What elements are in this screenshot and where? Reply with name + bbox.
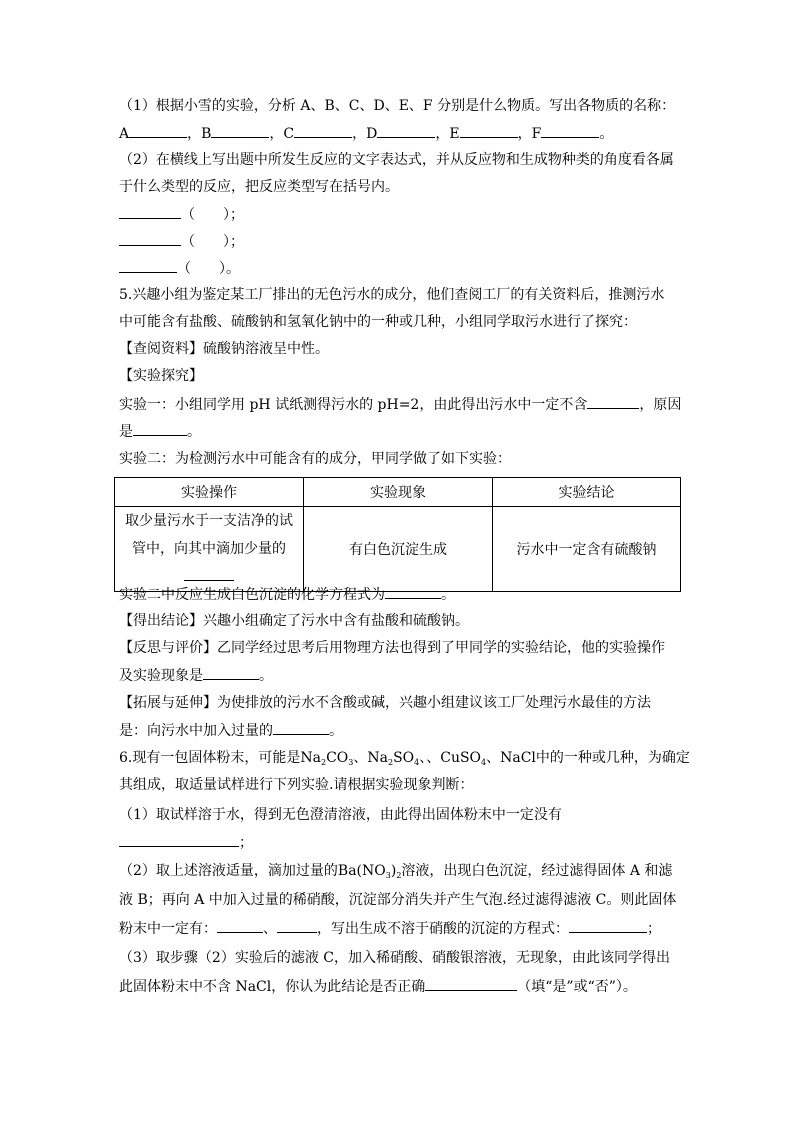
step2-prompt: 粉末中一定有：: [119, 921, 217, 937]
equation-period: 。: [441, 587, 455, 603]
q5-exp1-line2: [119, 421, 201, 441]
step3-prompt: 此固体粉末中不含 NaCl，你认为此结论是否正确: [119, 979, 426, 995]
formula-na2so4: $Na_2SO_4$: [367, 750, 420, 767]
table-row: [115, 507, 681, 592]
operation-line2: 管中，向其中滴加少量的: [132, 541, 286, 557]
semicolon: ；: [239, 835, 253, 851]
q5-reflect-line2: [119, 665, 273, 685]
answer-blank-e[interactable]: [460, 123, 518, 138]
reflect-blank[interactable]: [203, 665, 259, 680]
reflect-period: 。: [259, 668, 273, 684]
separator: 、: [353, 750, 368, 766]
exp1-reason-prefix: 是: [119, 424, 133, 440]
reaction-blank-3[interactable]: [119, 258, 177, 273]
reflect-prompt: 及实验现象是: [119, 668, 203, 684]
cell-operation: [115, 507, 304, 592]
formula-ba-no3-2: $Ba(NO_3)_2$: [337, 863, 402, 880]
q5-result: 【得出结论】兴趣小组确定了污水中含有盐酸和硫酸钠。: [119, 613, 469, 629]
q6-step2-line1: [119, 861, 672, 881]
q6-step1-line1: （1）取试样溶于水，得到无色澄清溶液，由此得出固体粉末中一定没有: [119, 807, 562, 823]
separator-2: 、: [486, 750, 501, 766]
q5-extend-line2: [119, 720, 343, 740]
semicolon-2: ；: [647, 921, 661, 937]
extend-period: 。: [329, 723, 343, 739]
blank-label-f: ，F: [517, 126, 542, 142]
header-conclusion: 实验结论: [493, 478, 681, 507]
reaction-type-paren-1: （ ）；: [181, 207, 244, 223]
q4-part1-text: （1）根据小雪的实验，分析 A、B、C、D、E、F 分别是什么物质。写出各物质的名称：: [119, 98, 676, 114]
q5-intro-line2: 中可能含有盐酸、硫酸钠和氢氧化钠中的一种或几种，小组同学取污水进行了探究：: [119, 314, 637, 330]
formula-cuso4: CuSO$_4$: [440, 750, 487, 767]
step1-blank[interactable]: [119, 832, 239, 847]
step3-blank[interactable]: [425, 976, 517, 991]
equation-blank[interactable]: [385, 584, 441, 599]
experiment-table: [114, 477, 681, 592]
header-operation: 实验操作: [115, 478, 304, 507]
reaction-line-3: [119, 258, 240, 278]
step2-blank-2[interactable]: [277, 918, 317, 933]
answer-blank-a[interactable]: [129, 123, 187, 138]
q6-step2-line2: 液 B；再向 A 中加入过量的稀硝酸，沉淀部分消失并产生气泡.经过滤得滤液 C。则此固体: [119, 892, 677, 908]
exp1-blank-not-contain[interactable]: [587, 394, 639, 409]
blank-label-b: ，B: [187, 126, 212, 142]
q5-equation-line: [119, 584, 455, 604]
step3-hint: （填“是”或“否”）。: [517, 979, 637, 995]
exp1-text: 实验一：小组同学用 pH 试纸测得污水的 pH=2，由此得出污水中一定不含: [119, 397, 588, 413]
q5-reflect-line1: 【反思与评价】乙同学经过思考后用物理方法也得到了甲同学的实验结论，他的实验操作: [119, 640, 665, 656]
q5-exp2-intro: 实验二：为检测污水中可能含有的成分，甲同学做了如下实验：: [119, 451, 511, 467]
q6-intro-text: 6.现有一包固体粉末，可能是: [119, 750, 301, 766]
q4-part2-line1: （2）在横线上写出题中所发生反应的文字表达式，并从反应物和生成物种类的角度看各属: [119, 152, 674, 168]
exp1-period: 。: [187, 424, 201, 440]
blank-label-c: ，C: [269, 126, 295, 142]
q5-exp1-line1: [119, 394, 681, 414]
blank-label-a: A: [119, 126, 130, 142]
blank-label-d: ，D: [352, 126, 378, 142]
q5-intro-line1: 5.兴趣小组为鉴定某工厂排出的无色污水的成分，他们查阅工厂的有关资料后，推测污水: [119, 287, 665, 303]
q6-step1-line2: [119, 832, 253, 852]
q5-info: 【查阅资料】硫酸钠溶液呈中性。: [119, 341, 329, 357]
cell-conclusion: 污水中一定含有硫酸钠: [493, 507, 681, 592]
reaction-type-paren-2: （ ）；: [181, 234, 244, 250]
reagent-blank[interactable]: [184, 566, 234, 581]
blank-label-e: ，E: [435, 126, 460, 142]
operation-line1: 取少量污水于一支洁净的试: [125, 513, 293, 529]
cell-phenomenon: 有白色沉淀生成: [304, 507, 493, 592]
reaction-line-2: [119, 231, 244, 251]
step2-equation-blank[interactable]: [569, 918, 647, 933]
separator-double: 、、: [419, 750, 441, 766]
q6-step2-line3: [119, 918, 661, 938]
extend-blank[interactable]: [273, 720, 329, 735]
q5-explore-heading: 【实验探究】: [119, 368, 203, 384]
step2-blank-1[interactable]: [217, 918, 263, 933]
q6-step3-line1: （3）取步骤（2）实验后的滤液 C，加入稀硝酸、硝酸银溶液，无现象，由此该同学得出: [119, 950, 670, 966]
step2-text: （2）取上述溶液适量，滴加过量的: [119, 863, 338, 879]
answer-blank-d[interactable]: [377, 123, 435, 138]
q6-intro-line2: 其组成，取适量试样进行下列实验.请根据实验现象判断：: [119, 777, 474, 793]
q6-step3-line2: [119, 976, 637, 996]
q6-intro-line1: [119, 748, 690, 768]
answer-blank-b[interactable]: [211, 123, 269, 138]
answer-blank-c[interactable]: [294, 123, 352, 138]
q4-name-blanks-line: [119, 123, 613, 143]
step2-text-cont: 溶液，出现白色沉淀，经过滤得固体 A 和滤: [401, 863, 673, 879]
extend-prompt: 是：向污水中加入过量的: [119, 723, 273, 739]
header-phenomenon: 实验现象: [304, 478, 493, 507]
reaction-type-paren-3: （ ）。: [177, 261, 240, 277]
reaction-blank-1[interactable]: [119, 204, 181, 219]
formula-na2co3: $Na_2CO_3$: [300, 750, 354, 767]
reaction-blank-2[interactable]: [119, 231, 181, 246]
step2-equation-prompt: ，写出生成不溶于硝酸的沉淀的方程式：: [317, 921, 569, 937]
comma: 、: [263, 921, 277, 937]
equation-prompt: 实验二中反应生成白色沉淀的化学方程式为: [119, 587, 385, 603]
q6-intro-cont: 中的一种或几种，为确定: [535, 750, 690, 766]
q5-extend-line1: 【拓展与延伸】为使排放的污水不含酸或碱，兴趣小组建议该工厂处理污水最佳的方法: [119, 695, 651, 711]
answer-blank-f[interactable]: [541, 123, 599, 138]
reaction-line-1: [119, 204, 244, 224]
formula-nacl: NaCl: [500, 750, 536, 766]
q4-part2-line2: 于什么类型的反应，把反应类型写在括号内。: [119, 179, 399, 195]
table-header-row: [115, 478, 681, 507]
exp1-reason-label: ，原因: [639, 397, 682, 413]
line-period: 。: [599, 126, 614, 142]
exp1-blank-reason[interactable]: [133, 421, 187, 436]
